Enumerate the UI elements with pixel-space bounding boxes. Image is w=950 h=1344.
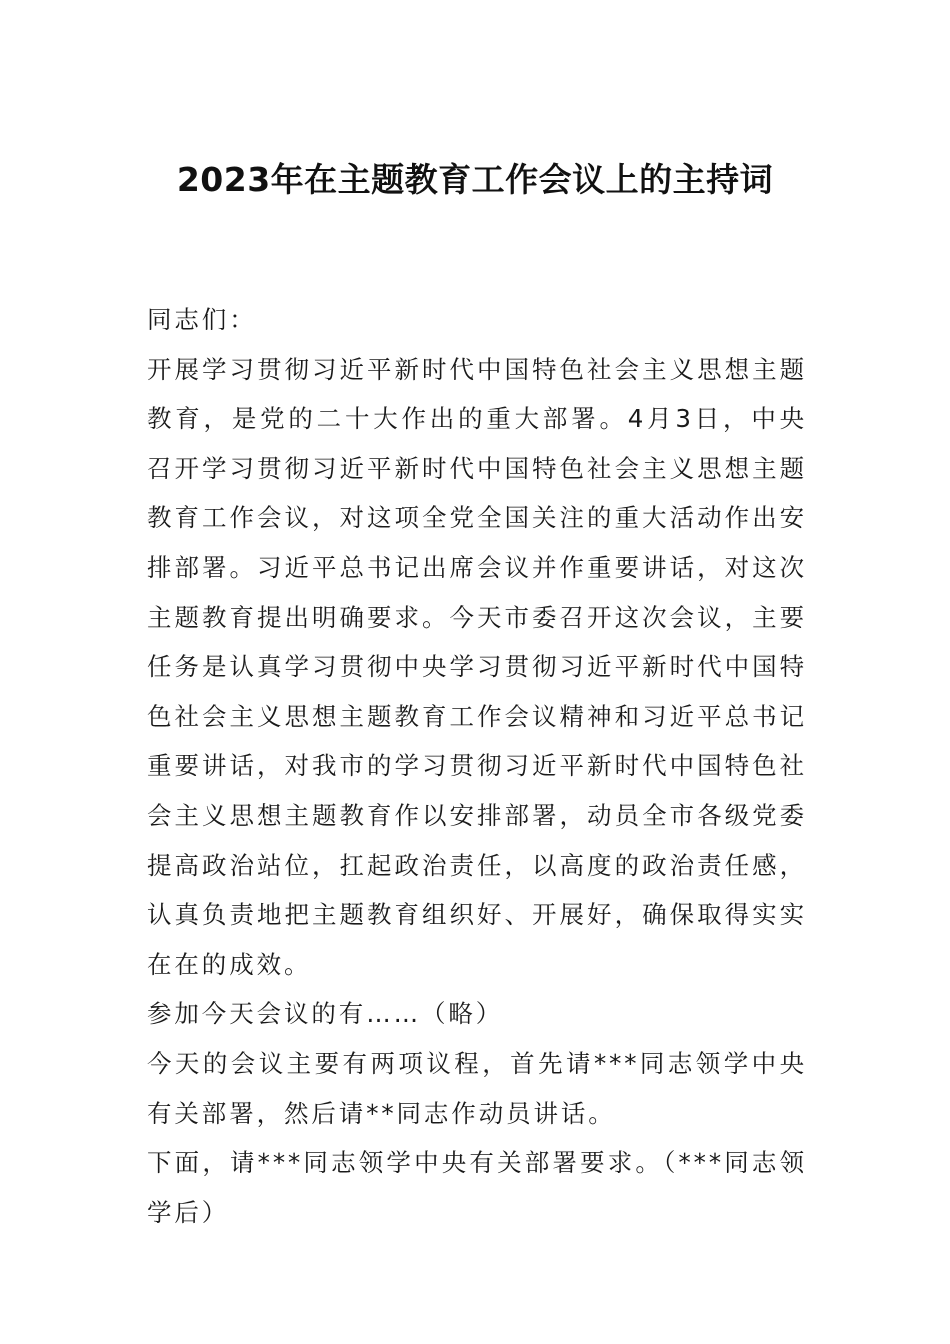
document-body <box>147 295 807 1237</box>
document-title: 2023年在主题教育工作会议上的主持词 <box>176 160 774 199</box>
paragraph-salutation: 同志们： <box>147 305 257 334</box>
paragraph-main: 开展学习贯彻习近平新时代中国特色社会主义思想主题教育，是党的二十大作出的重大部署。4月3日，中央召开学习贯彻习近平新时代中国特色社会主义思想主题教育工作会议，对这项全党全国关注的重大活动作出安排部署。习近平总书记出席会议并作重要讲话，对这次主题教育提出明确要求。今天市委召开这次会议，主要任务是认真学习贯彻中央学习贯彻习近平新时代中国特色社会主义思想主题教育工作会议精神和习近平总书记重要讲话，对我市的学习贯彻习近平新时代中国特色社会主义思想主题教育作以安排部署，动员全市各级党委提高政治站位，扛起政治责任，以高度的政治责任感，认真负责地把主题教育组织好、开展好，确保取得实实在在的成效。 <box>147 354 807 979</box>
paragraph-next-step: 下面，请***同志领学中央有关部署要求。（***同志领学后） <box>147 1148 807 1227</box>
paragraph-agenda: 今天的会议主要有两项议程，首先请***同志领学中央有关部署，然后请**同志作动员讲话。 <box>147 1048 807 1128</box>
paragraph-attendees: 参加今天会议的有……（略） <box>147 999 504 1029</box>
